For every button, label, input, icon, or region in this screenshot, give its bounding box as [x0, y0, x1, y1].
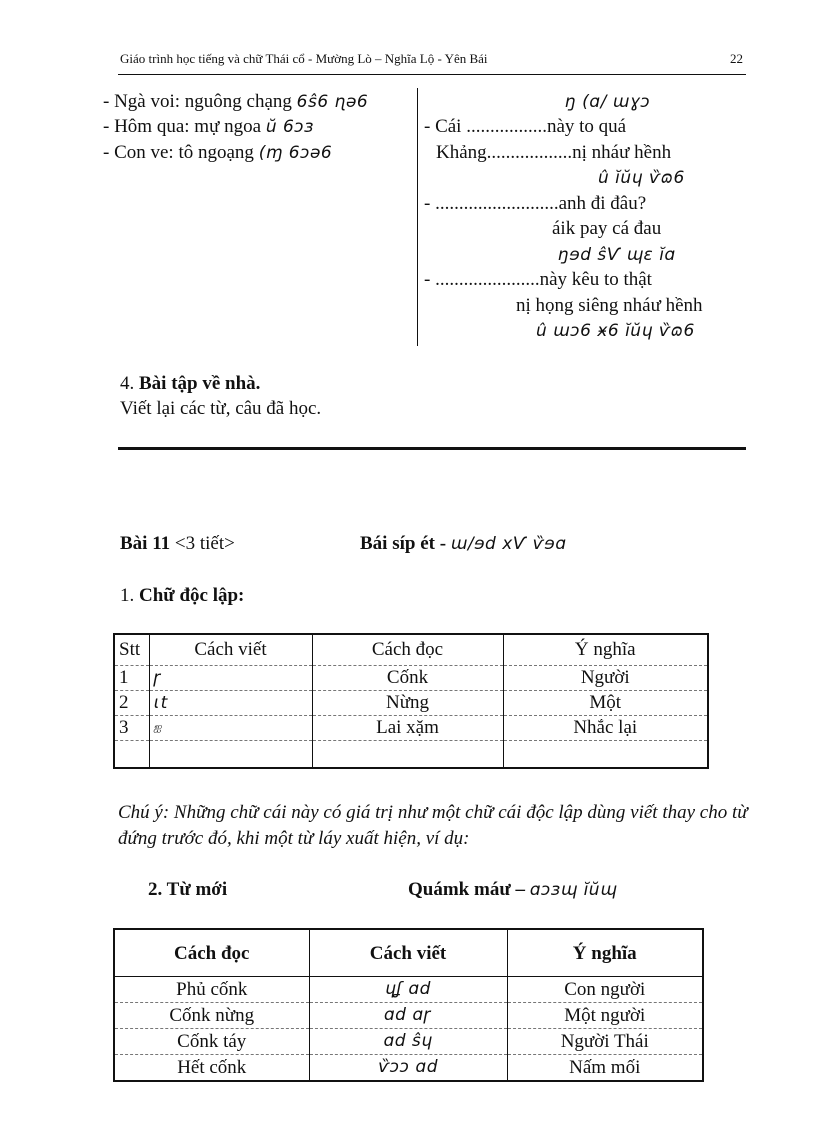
new-words-table: [113, 928, 704, 1082]
page-header: [120, 51, 745, 73]
table-row: 1 ɼ Cốnk Người: [114, 666, 708, 691]
note-text: Chú ý: Những chữ cái này có giá trị như một chữ cái độc lập dùng viết thay cho từ đứng trước đó, khi một từ láy xuất hiện, ví dụ:: [118, 802, 748, 849]
exercise-line: - Cái .................này to quá: [424, 116, 627, 137]
vocab-line: - Ngà voi: nguông chạng 6ŝ6 ɳə6: [103, 91, 369, 112]
section1-heading: 1. Chữ độc lập:: [120, 585, 245, 606]
thai-script: û ɯɔ6 ӿ6 ĭŭɥ ѷɷ6: [536, 321, 695, 341]
section-separator: [118, 447, 746, 450]
thai-script: ŋɘd ŝѴ ɰɛ ĭɑ: [558, 245, 676, 265]
table-row: Cốnk nừng ɑd ɑɼ Một người: [114, 1003, 703, 1029]
table-row: 2 ɩt Nừng Một: [114, 691, 708, 716]
header-title: Giáo trình học tiếng và chữ Thái cổ - Mường Lò – Nghĩa Lộ - Yên Bái: [120, 51, 488, 66]
thai-script: ŋ (ɑ/ ɯɣɔ: [565, 92, 651, 112]
exercise-line: nị họng siêng nháư hềnh: [516, 295, 703, 316]
vocab-line: - Con ve: tô ngoạng (ɱ 6ɔə6: [103, 142, 333, 163]
vocab-line: - Hôm qua: mự ngoa ŭ 6ɔɜ: [103, 116, 314, 137]
exercise-line: áik pay cá đau: [552, 218, 662, 239]
table-row: Cốnk táy ɑd ŝɥ Người Thái: [114, 1029, 703, 1055]
thai-script: 6ŝ6 ɳə6: [296, 92, 369, 112]
thai-script: û ĭŭɥ ѷɷ6: [598, 168, 685, 188]
thai-script: (ɱ 6ɔə6: [258, 143, 333, 163]
thai-script: ɑɔɜɰ ĭŭɰ: [529, 880, 618, 900]
exercise-line: - ......................này kêu to thật: [424, 269, 652, 290]
table-row: [114, 741, 708, 769]
homework-heading: 4. Bài tập về nhà.: [120, 373, 261, 394]
thai-script: ɯ/ɘd xѴ ѷɘɑ: [450, 534, 567, 554]
header-rule: [118, 74, 746, 75]
thai-script: ŭ 6ɔɜ: [265, 117, 314, 137]
independent-letters-table: [113, 633, 709, 769]
exercise-line: - ..........................anh đi đâu?: [424, 193, 647, 214]
lesson-title: Bái síp ét - ɯ/ɘd xѴ ѷɘɑ: [360, 533, 567, 554]
section2-subtitle: Quámk máư – ɑɔɜɰ ĭŭɰ: [408, 879, 618, 900]
homework-text: Viết lại các từ, câu đã học.: [120, 398, 322, 419]
column-divider: [417, 88, 418, 346]
page-number: 22: [730, 51, 743, 66]
table-row: Hết cốnk ѷɔɔ ɑd Nấm mối: [114, 1055, 703, 1082]
table-row: 3 ஐ Lai xặm Nhắc lại: [114, 716, 708, 741]
table-header-row: Stt Cách viết Cách đọc Ý nghĩa: [114, 634, 708, 666]
lesson-label: Bài 11 <3 tiết>: [120, 533, 235, 554]
section2-heading: 2. Từ mới: [148, 879, 228, 900]
exercise-line: Khảng..................nị nháư hềnh: [436, 142, 672, 163]
table-header-row: Cách đọc Cách viết Ý nghĩa: [114, 929, 703, 977]
table-row: Phủ cốnk ɥʆ ɑd Con người: [114, 977, 703, 1003]
